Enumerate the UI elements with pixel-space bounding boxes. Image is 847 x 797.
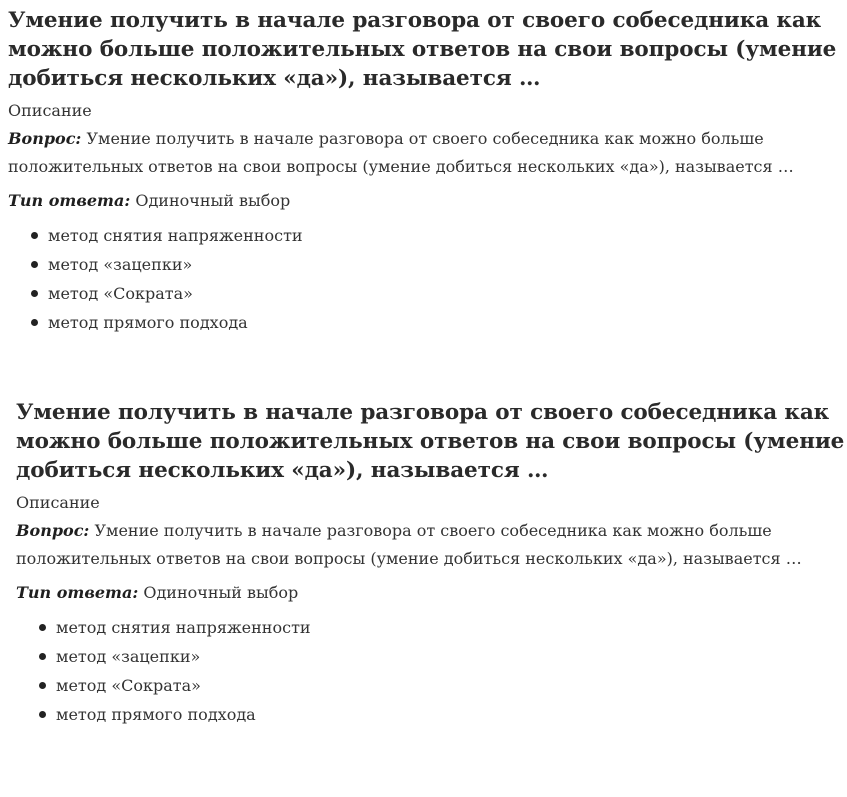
- description-label: Описание: [8, 101, 92, 120]
- question-label: Вопрос:: [8, 129, 82, 148]
- answer-option-text: метод «зацепки»: [48, 255, 193, 274]
- question-paragraph: [16, 517, 816, 573]
- question-block-2: [16, 398, 846, 729]
- question-text: Умение получить в начале разговора от своего собеседника как можно больше положительных ответов на свои вопросы (умение добиться нескольких «да»), называется …: [8, 129, 794, 176]
- bullet-icon: [31, 261, 38, 268]
- answer-option: [56, 613, 846, 642]
- bullet-icon: [31, 319, 38, 326]
- answer-option-text: метод снятия напряженности: [56, 618, 311, 637]
- answer-options-list: [8, 221, 838, 337]
- description-label: Описание: [16, 493, 100, 512]
- bullet-icon: [31, 290, 38, 297]
- answer-option: [48, 279, 838, 308]
- question-block-1: [8, 6, 838, 337]
- answer-option-text: метод прямого подхода: [48, 313, 248, 332]
- question-paragraph: [8, 125, 808, 181]
- answer-option: [56, 671, 846, 700]
- answer-type: [16, 581, 846, 605]
- question-text: Умение получить в начале разговора от своего собеседника как можно больше положительных ответов на свои вопросы (умение добиться нескольких «да»), называется …: [16, 521, 802, 568]
- bullet-icon: [31, 232, 38, 239]
- answer-options-list: [16, 613, 846, 729]
- question-title: Умение получить в начале разговора от своего собеседника как можно больше положительных ответов на свои вопросы (умение добиться нескольких «да»), называется …: [16, 400, 845, 483]
- answer-option: [48, 221, 838, 250]
- answer-option-text: метод «зацепки»: [56, 647, 201, 666]
- answer-option: [56, 642, 846, 671]
- bullet-icon: [39, 682, 46, 689]
- bullet-icon: [39, 711, 46, 718]
- answer-option-text: метод «Сократа»: [48, 284, 193, 303]
- answer-option: [56, 700, 846, 729]
- answer-option: [48, 250, 838, 279]
- answer-type-value: Одиночный выбор: [135, 191, 291, 210]
- answer-type-value: Одиночный выбор: [143, 583, 299, 602]
- answer-type: [8, 189, 838, 213]
- answer-option: [48, 308, 838, 337]
- bullet-icon: [39, 653, 46, 660]
- question-title: Умение получить в начале разговора от своего собеседника как можно больше положительных ответов на свои вопросы (умение добиться нескольких «да»), называется …: [8, 8, 837, 91]
- bullet-icon: [39, 624, 46, 631]
- answer-option-text: метод «Сократа»: [56, 676, 201, 695]
- answer-type-label: Тип ответа:: [8, 191, 131, 210]
- answer-option-text: метод снятия напряженности: [48, 226, 303, 245]
- question-label: Вопрос:: [16, 521, 90, 540]
- answer-type-label: Тип ответа:: [16, 583, 139, 602]
- answer-option-text: метод прямого подхода: [56, 705, 256, 724]
